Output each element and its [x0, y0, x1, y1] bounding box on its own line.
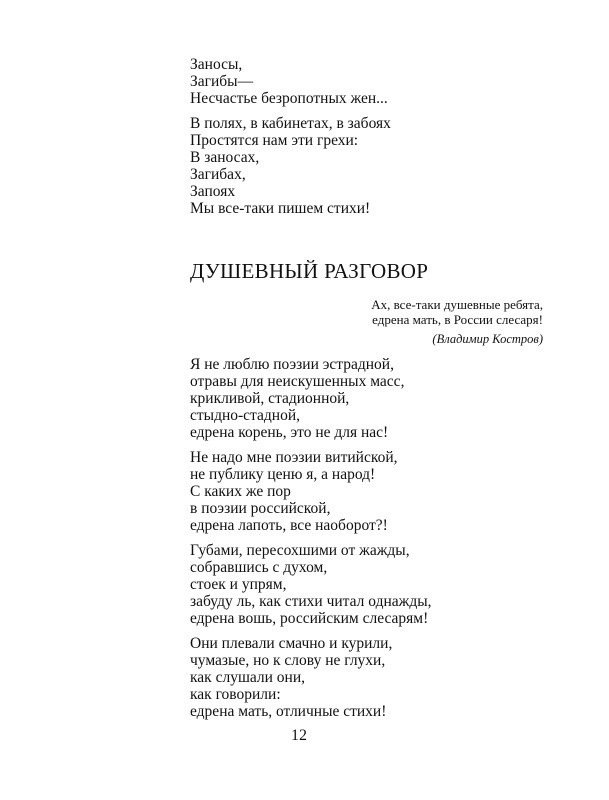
epigraph-attribution: (Владимир Костров) — [432, 332, 543, 346]
stanza — [190, 356, 432, 441]
verse-line: В полях, в кабинетах, в забоях — [190, 115, 391, 132]
verse-line: как говорили: — [190, 686, 281, 703]
poem-title: ДУШЕВНЫЙ РАЗГОВОР — [190, 259, 429, 283]
stanza — [190, 635, 432, 720]
page-number: 12 — [291, 727, 307, 744]
stanza — [190, 115, 391, 217]
verse-line: стыдно-стадной, — [190, 407, 300, 424]
verse-line: Мы все-таки пишем стихи! — [190, 200, 371, 217]
stanza — [190, 449, 432, 534]
stanza — [190, 56, 391, 107]
stanza — [190, 542, 432, 627]
verse-line: Не надо мне поэзии витийской, — [190, 449, 398, 466]
verse-line: Запоях — [190, 183, 236, 200]
previous-poem-ending — [190, 56, 391, 225]
verse-line: Губами, пересохшими от жажды, — [190, 542, 410, 559]
verse-line: Загибы— — [190, 73, 254, 90]
verse-line: не публику ценю я, а народ! — [190, 466, 376, 483]
verse-line: Они плевали смачно и курили, — [190, 635, 393, 652]
epigraph — [371, 297, 543, 347]
verse-line: забуду ль, как стихи читал однажды, — [190, 593, 432, 610]
verse-line: Простятся нам эти грехи: — [190, 132, 359, 149]
verse-line: Заносы, — [190, 56, 243, 73]
verse-line: крикливой, стадионной, — [190, 390, 350, 407]
verse-line: как слушали они, — [190, 669, 306, 686]
verse-line: Несчастье безропотных жен... — [190, 90, 388, 107]
verse-line: собравшись с духом, — [190, 559, 328, 576]
verse-line: едрена мать, отличные стихи! — [190, 703, 387, 720]
verse-line: Загибах, — [190, 166, 246, 183]
verse-line: отравы для неискушенных масс, — [190, 373, 405, 390]
epigraph-line: Ах, все-таки душевные ребята, — [371, 297, 543, 312]
epigraph-line: едрена мать, в России слесаря! — [372, 312, 543, 327]
verse-line: в поэзии российской, — [190, 500, 331, 517]
poem-body — [190, 356, 432, 728]
verse-line: В заносах, — [190, 149, 260, 166]
verse-line: едрена вошь, российским слесарям! — [190, 610, 429, 627]
verse-line: чумазые, но к слову не глухи, — [190, 652, 386, 669]
verse-line: С каких же пор — [190, 483, 291, 500]
verse-line: едрена корень, это не для нас! — [190, 424, 389, 441]
verse-line: Я не люблю поэзии эстрадной, — [190, 356, 394, 373]
verse-line: едрена лапоть, все наоборот?! — [190, 517, 388, 534]
verse-line: стоек и упрям, — [190, 576, 287, 593]
